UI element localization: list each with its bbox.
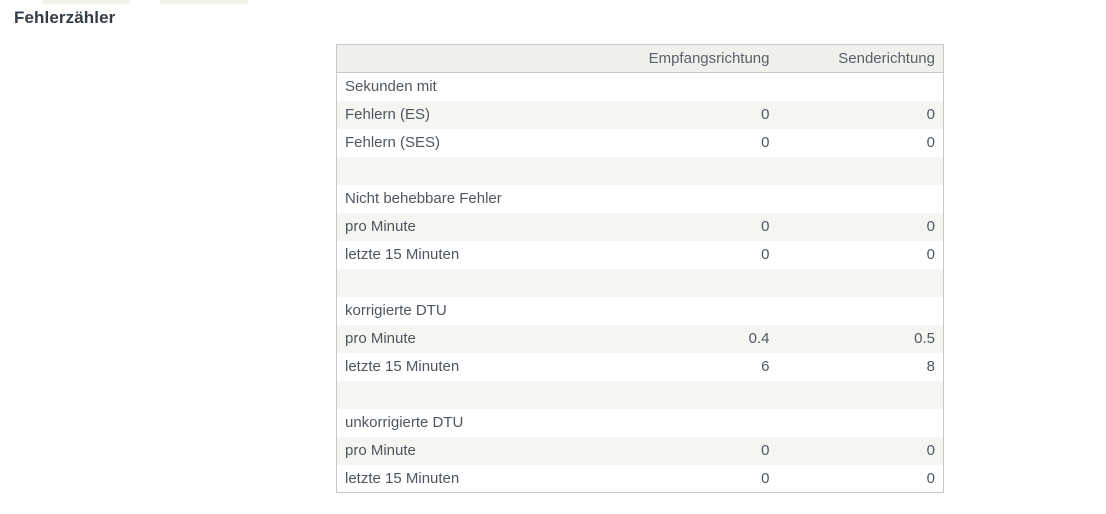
- senderichtung-value-cell: [778, 297, 944, 325]
- empfangsrichtung-value-cell: 0: [761, 218, 770, 235]
- row-label-cell: [337, 157, 608, 185]
- row-label-cell: Sekunden mit: [345, 78, 437, 96]
- empfangsrichtung-value-cell: [608, 73, 778, 101]
- empfangsrichtung-value-cell: [608, 157, 778, 185]
- table-row: [337, 465, 944, 493]
- empfangsrichtung-value-cell: [608, 269, 778, 297]
- empfangsrichtung-value-cell: [608, 297, 778, 325]
- senderichtung-value-cell: [778, 73, 944, 101]
- top-edge-artifact: [42, 0, 130, 4]
- table-row: [337, 241, 944, 269]
- senderichtung-value-cell: 0: [926, 106, 935, 123]
- group-row: [337, 297, 944, 325]
- row-label-cell: letzte 15 Minuten: [345, 358, 460, 375]
- senderichtung-value-cell: 0: [926, 469, 935, 487]
- row-label-cell: pro Minute: [345, 442, 416, 459]
- table-row: [337, 101, 944, 129]
- group-row: [337, 409, 944, 437]
- spacer-row: [337, 381, 944, 409]
- empfangsrichtung-value-cell: 0: [761, 469, 770, 487]
- table-row: [337, 129, 944, 157]
- empfangsrichtung-value-cell: [608, 409, 778, 437]
- page-title: Fehlerzähler: [14, 8, 116, 27]
- row-label-cell: letzte 15 Minuten: [345, 469, 460, 487]
- column-header-senderichtung: Senderichtung: [778, 45, 944, 73]
- group-row: [337, 185, 944, 213]
- row-label-cell: korrigierte DTU: [345, 302, 447, 319]
- column-header-label: [337, 45, 608, 73]
- row-label-cell: Fehlern (ES): [345, 106, 431, 123]
- senderichtung-value-cell: [778, 381, 944, 409]
- empfangsrichtung-value-cell: 0: [761, 246, 770, 263]
- spacer-row: [337, 269, 944, 297]
- table-row: [337, 353, 944, 381]
- error-counter-table: [336, 44, 944, 493]
- row-label-cell: [337, 269, 608, 297]
- empfangsrichtung-value-cell: 0: [761, 106, 770, 123]
- error-counter-table-container: [336, 44, 944, 493]
- senderichtung-value-cell: [778, 269, 944, 297]
- row-label-cell: unkorrigierte DTU: [345, 414, 464, 431]
- row-label-cell: Nicht behebbare Fehler: [345, 190, 502, 207]
- senderichtung-value-cell: 0: [926, 218, 935, 235]
- senderichtung-value-cell: [778, 185, 944, 213]
- empfangsrichtung-value-cell: [608, 185, 778, 213]
- empfangsrichtung-value-cell: 0: [761, 134, 770, 151]
- table-header-row: [337, 45, 944, 73]
- column-header-empfangsrichtung: Empfangsrichtung: [608, 45, 778, 73]
- senderichtung-value-cell: [778, 409, 944, 437]
- row-label-cell: [337, 381, 608, 409]
- empfangsrichtung-value-cell: 6: [761, 358, 770, 375]
- error-table-body: [337, 73, 944, 493]
- empfangsrichtung-value-cell: 0: [761, 442, 770, 459]
- row-label-cell: letzte 15 Minuten: [345, 246, 460, 263]
- row-label-cell: pro Minute: [345, 330, 416, 347]
- table-row: [337, 213, 944, 241]
- senderichtung-value-cell: 0.5: [914, 330, 935, 347]
- group-row: [337, 73, 944, 101]
- senderichtung-value-cell: 0: [926, 246, 935, 263]
- empfangsrichtung-value-cell: 0.4: [748, 330, 770, 347]
- spacer-row: [337, 157, 944, 185]
- senderichtung-value-cell: 8: [926, 358, 935, 375]
- row-label-cell: pro Minute: [345, 218, 416, 235]
- table-row: [337, 325, 944, 353]
- senderichtung-value-cell: [778, 157, 944, 185]
- senderichtung-value-cell: 0: [926, 442, 935, 459]
- row-label-cell: Fehlern (SES): [345, 134, 441, 151]
- top-edge-artifact: [160, 0, 248, 4]
- senderichtung-value-cell: 0: [926, 134, 935, 151]
- empfangsrichtung-value-cell: [608, 381, 778, 409]
- table-row: [337, 437, 944, 465]
